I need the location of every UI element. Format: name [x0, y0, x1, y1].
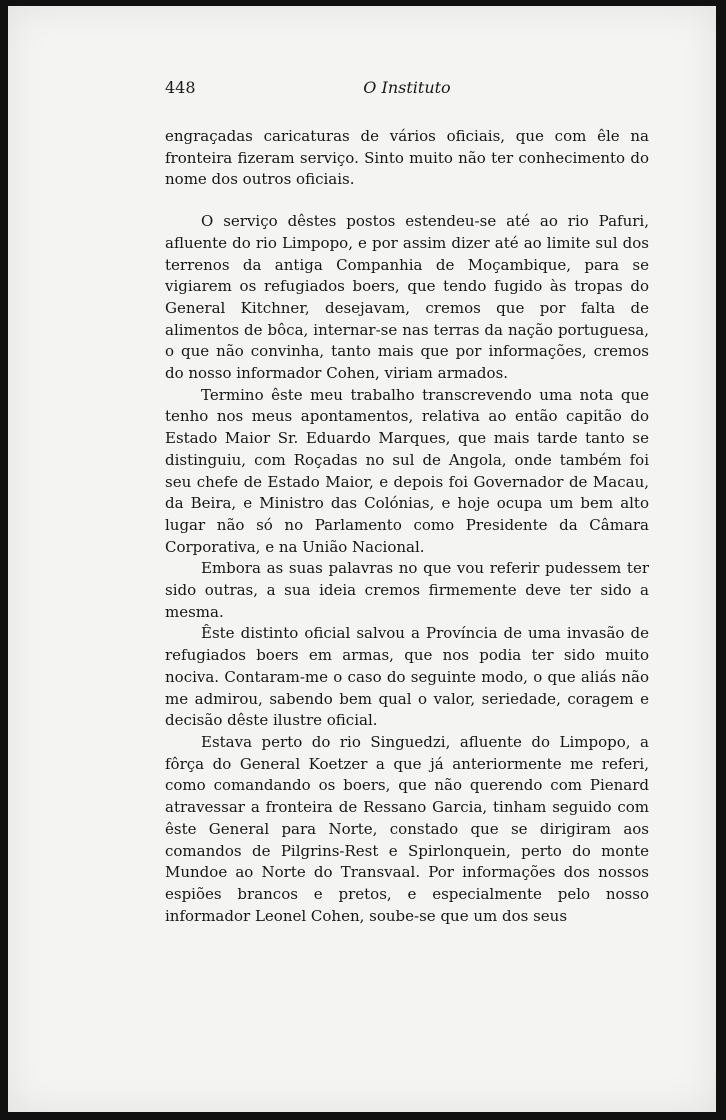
paragraph-singuedzi: Estava perto do rio Singuedzi, afluente do Limpopo, a fôrça do General Koetzer a que já anteriormente me referi, como comandando os boers, que não querendo com Pienard atravessar a fronteira de Ressano Garcia, tinham seguido com êste General para Norte, constado que se dirigiram aos comandos de Pilgrins-Rest e Spirlonquein, perto do monte Mundoe ao Norte do Transvaal. Por informações dos nossos espiões brancos e pretos, e especialmente pelo nosso informador Leonel Cohen, soube-se que um dos seus	[165, 732, 649, 925]
running-title: O Instituto	[363, 78, 451, 97]
book-page	[8, 6, 716, 1112]
paragraph-service-posts: O serviço dêstes postos estendeu-se até ao rio Pafuri, afluente do rio Limpopo, e por assim dizer até ao limite sul dos terrenos da antiga Companhia de Moçambique, para se vigiarem os refugiados boers, que tendo fugido às tropas do General Kitchner, desejavam, cremos que por falta de alimentos de bôca, internar-se nas terras da nação portuguesa, o que não convinha, tanto mais que por informações, cremos do nosso informador Cohen, viriam armados.	[165, 212, 649, 383]
paragraph-eduardo-marques: Termino êste meu trabalho transcrevendo uma nota que tenho nos meus apontamentos, relativa ao então capitão do Estado Maior Sr. Eduardo Marques, que mais tarde tanto se distinguiu, com Roçadas no sul de Angola, onde também foi seu chefe de Estado Maior, e depois foi Governador de Macau, da Beira, e Ministro das Colónias, e hoje ocupa um bem alto lugar não só no Parlamento como Presidente da Câmara Corporativa, e na União Nacional.	[165, 385, 649, 556]
paragraph-invasion: Êste distinto oficial salvou a Província de uma invasão de refugiados boers em armas, que nos podia ter sido muito nociva. Contaram-me o caso do seguinte modo, o que aliás não me admirou, sabendo bem qual o valor, seriedade, coragem e decisão dêste ilustre oficial.	[165, 624, 649, 730]
paragraph-continuation: engraçadas caricaturas de vários oficiais, que com êle na fronteira fizeram serviço. Sinto muito não ter conhecimento do nome dos outros oficiais.	[165, 127, 649, 189]
body-text	[165, 126, 649, 927]
paragraph-his-words: Embora as suas palavras no que vou referir pudessem ter sido outras, a sua ideia cremos firmemente deve ter sido a mesma.	[165, 559, 649, 621]
page-number: 448	[165, 78, 196, 97]
page-header	[165, 78, 649, 102]
